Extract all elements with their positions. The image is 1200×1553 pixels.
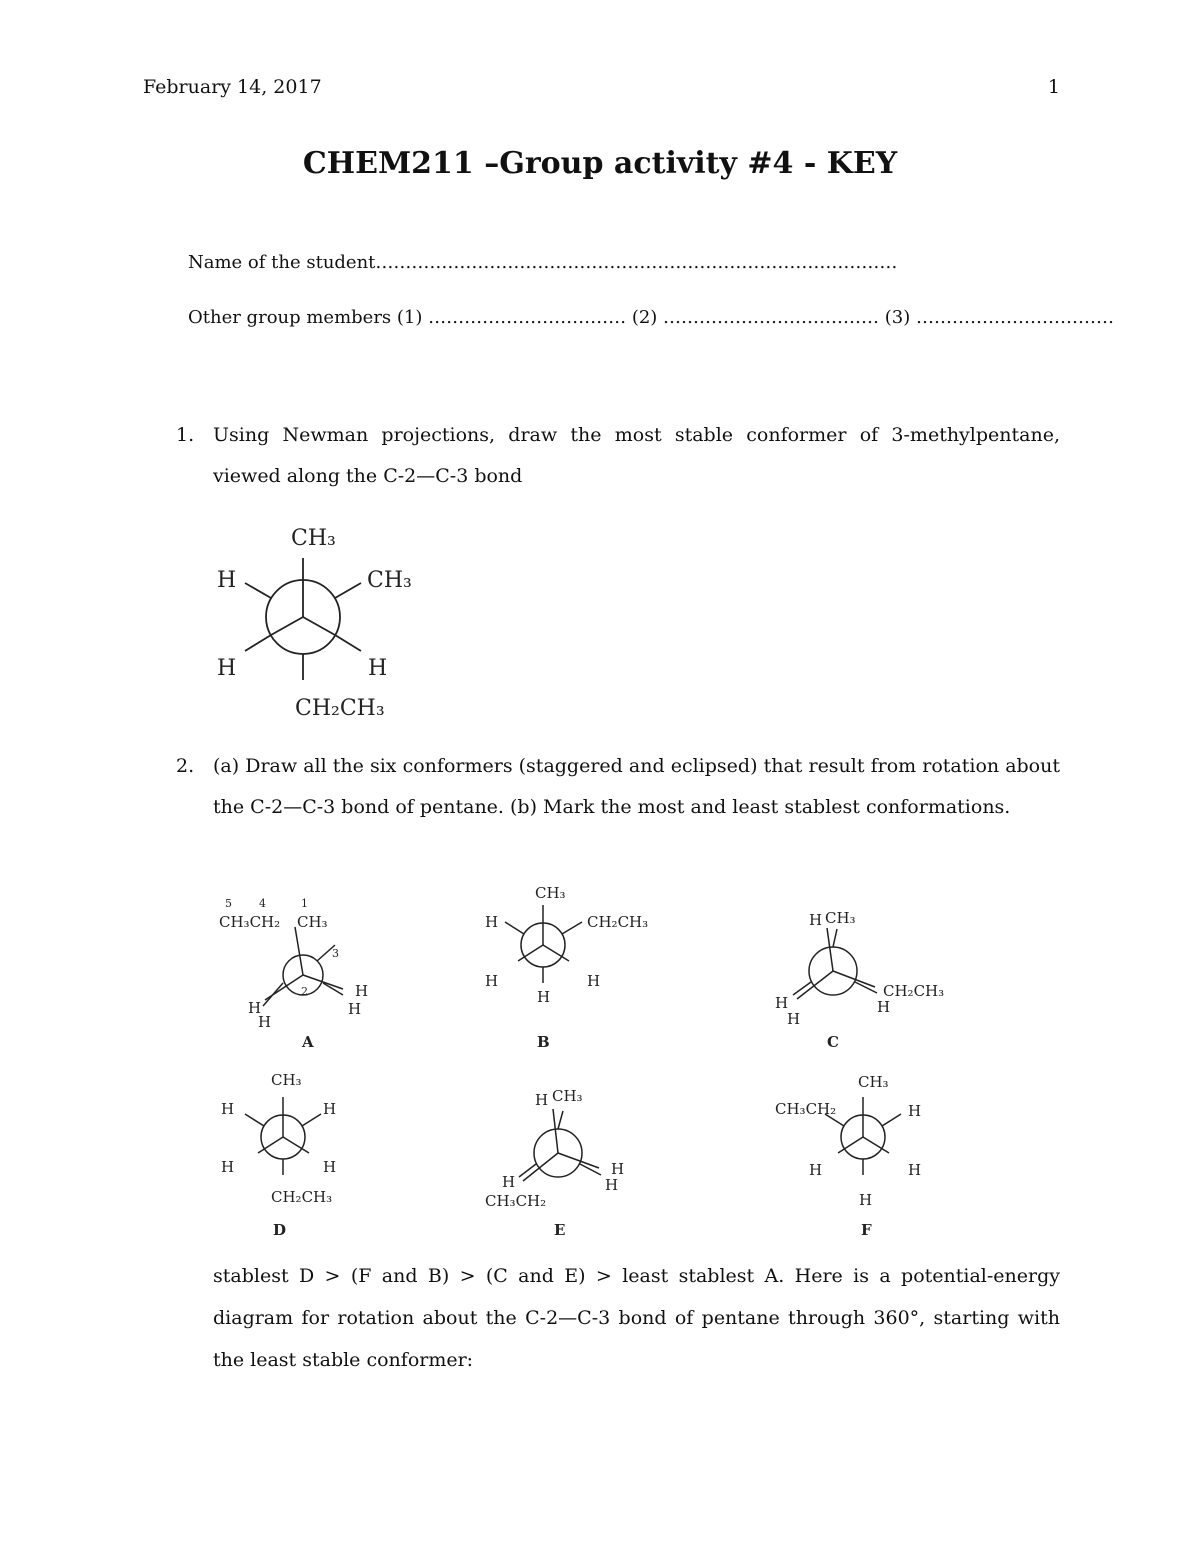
front-bond: [335, 635, 361, 651]
conformer-label-E: E: [554, 1221, 566, 1239]
substituent-label: H: [485, 972, 499, 990]
question-number: 2.: [176, 755, 195, 777]
substituent-label: CH₂CH₃: [271, 1188, 333, 1206]
carbon-number: 3: [332, 947, 339, 960]
substituent-label: H: [809, 911, 823, 929]
front-bond: [245, 635, 271, 651]
substituent-label: H: [258, 1013, 272, 1031]
question-text: (a) Draw all the six conformers (staggered and eclipsed) that result from rotation about the C-2—C-3 bond of pentane. (b) Mark the most and least stablest conformations.: [213, 755, 1060, 818]
conformer-label-C: C: [827, 1033, 839, 1051]
bond: [505, 922, 524, 934]
substituent-label: CH₃: [291, 526, 336, 551]
back-bond: [335, 583, 361, 598]
bond: [882, 1114, 901, 1126]
bond: [519, 1164, 536, 1177]
substituent-label: H: [217, 568, 237, 593]
substituent-label: H: [221, 1100, 235, 1118]
bond: [263, 983, 283, 1006]
substituent-label: H: [809, 1161, 823, 1179]
substituent-label: CH₃: [271, 1071, 302, 1089]
substituent-label: H: [323, 1100, 337, 1118]
substituent-label: CH₃: [858, 1073, 889, 1091]
q1-newman-projection: [205, 515, 435, 730]
substituent-label: CH₂CH₃: [587, 913, 649, 931]
substituent-label: H: [611, 1160, 625, 1178]
substituent-label: CH₃: [297, 913, 328, 931]
substituent-label: H: [605, 1176, 619, 1194]
substituent-label: H: [775, 994, 789, 1012]
bond: [793, 982, 811, 995]
question-number: 1.: [176, 424, 195, 446]
page-header: [143, 76, 1060, 98]
question-2: [176, 746, 1060, 828]
carbon-number: 5: [225, 897, 232, 910]
bond: [245, 1114, 264, 1126]
bond: [833, 929, 837, 947]
front-bond: [303, 617, 335, 635]
substituent-label: H: [908, 1102, 922, 1120]
substituent-label: H: [877, 998, 891, 1016]
conformer-label-B: B: [537, 1033, 550, 1051]
substituent-label: H: [535, 1091, 549, 1109]
page-number: 1: [1047, 76, 1060, 98]
substituent-label: CH₃CH₂: [775, 1100, 837, 1118]
carbon-number: 1: [301, 897, 308, 910]
substituent-label: CH₂CH₃: [883, 982, 945, 1000]
question-text: Using Newman projections, draw the most stable conformer of 3-methylpentane, viewed along the C-2—C-3 bond: [213, 424, 1060, 487]
bond: [558, 1111, 563, 1129]
substituent-label: H: [587, 972, 601, 990]
bond: [827, 928, 833, 971]
substituent-label: H: [221, 1158, 235, 1176]
substituent-label: CH₃CH₂: [485, 1192, 547, 1210]
bond: [553, 1109, 558, 1153]
student-name-field: Name of the student……………………………………………………………………………: [188, 252, 898, 273]
question-1: [176, 415, 1060, 497]
substituent-label: H: [485, 913, 499, 931]
substituent-label: H: [908, 1161, 922, 1179]
conformers-figure: [205, 875, 985, 1245]
page-title: CHEM211 –Group activity #4 - KEY: [302, 146, 898, 181]
substituent-label: H: [348, 1000, 362, 1018]
carbon-number: 2: [301, 985, 308, 998]
substituent-label: CH₃CH₂: [219, 913, 281, 931]
substituent-label: CH₃: [552, 1087, 583, 1105]
substituent-label: H: [323, 1158, 337, 1176]
back-bond: [245, 583, 271, 598]
bond: [302, 1114, 321, 1126]
substituent-label: H: [537, 988, 551, 1006]
substituent-label: H: [368, 656, 388, 681]
conformer-label-F: F: [861, 1221, 872, 1239]
header-date: February 14, 2017: [143, 76, 322, 98]
conformer-label-D: D: [273, 1221, 287, 1239]
substituent-label: CH₃: [825, 909, 856, 927]
substituent-label: H: [502, 1173, 516, 1191]
substituent-label: CH₂CH₃: [295, 696, 385, 721]
group-members-field: Other group members (1) …………………………… (2) ……………………………… (3) ……………………………: [188, 307, 1114, 328]
substituent-label: H: [787, 1010, 801, 1028]
answer-text: stablest D > (F and B) > (C and E) > least stablest A. Here is a potential-energy diagram for rotation about the C-2—C-3 bond of pentane through 360°, starting with the least stable conformer:: [213, 1265, 1060, 1371]
substituent-label: CH₃: [535, 884, 566, 902]
substituent-label: CH₃: [367, 568, 412, 593]
substituent-label: H: [355, 982, 369, 1000]
bond: [833, 971, 875, 987]
bond: [562, 922, 582, 934]
bond: [295, 927, 303, 975]
substituent-label: H: [217, 656, 237, 681]
carbon-number: 4: [259, 897, 266, 910]
substituent-label: H: [248, 999, 262, 1017]
substituent-label: H: [859, 1191, 873, 1209]
conformer-label-A: A: [302, 1033, 314, 1051]
front-bond: [271, 617, 303, 635]
